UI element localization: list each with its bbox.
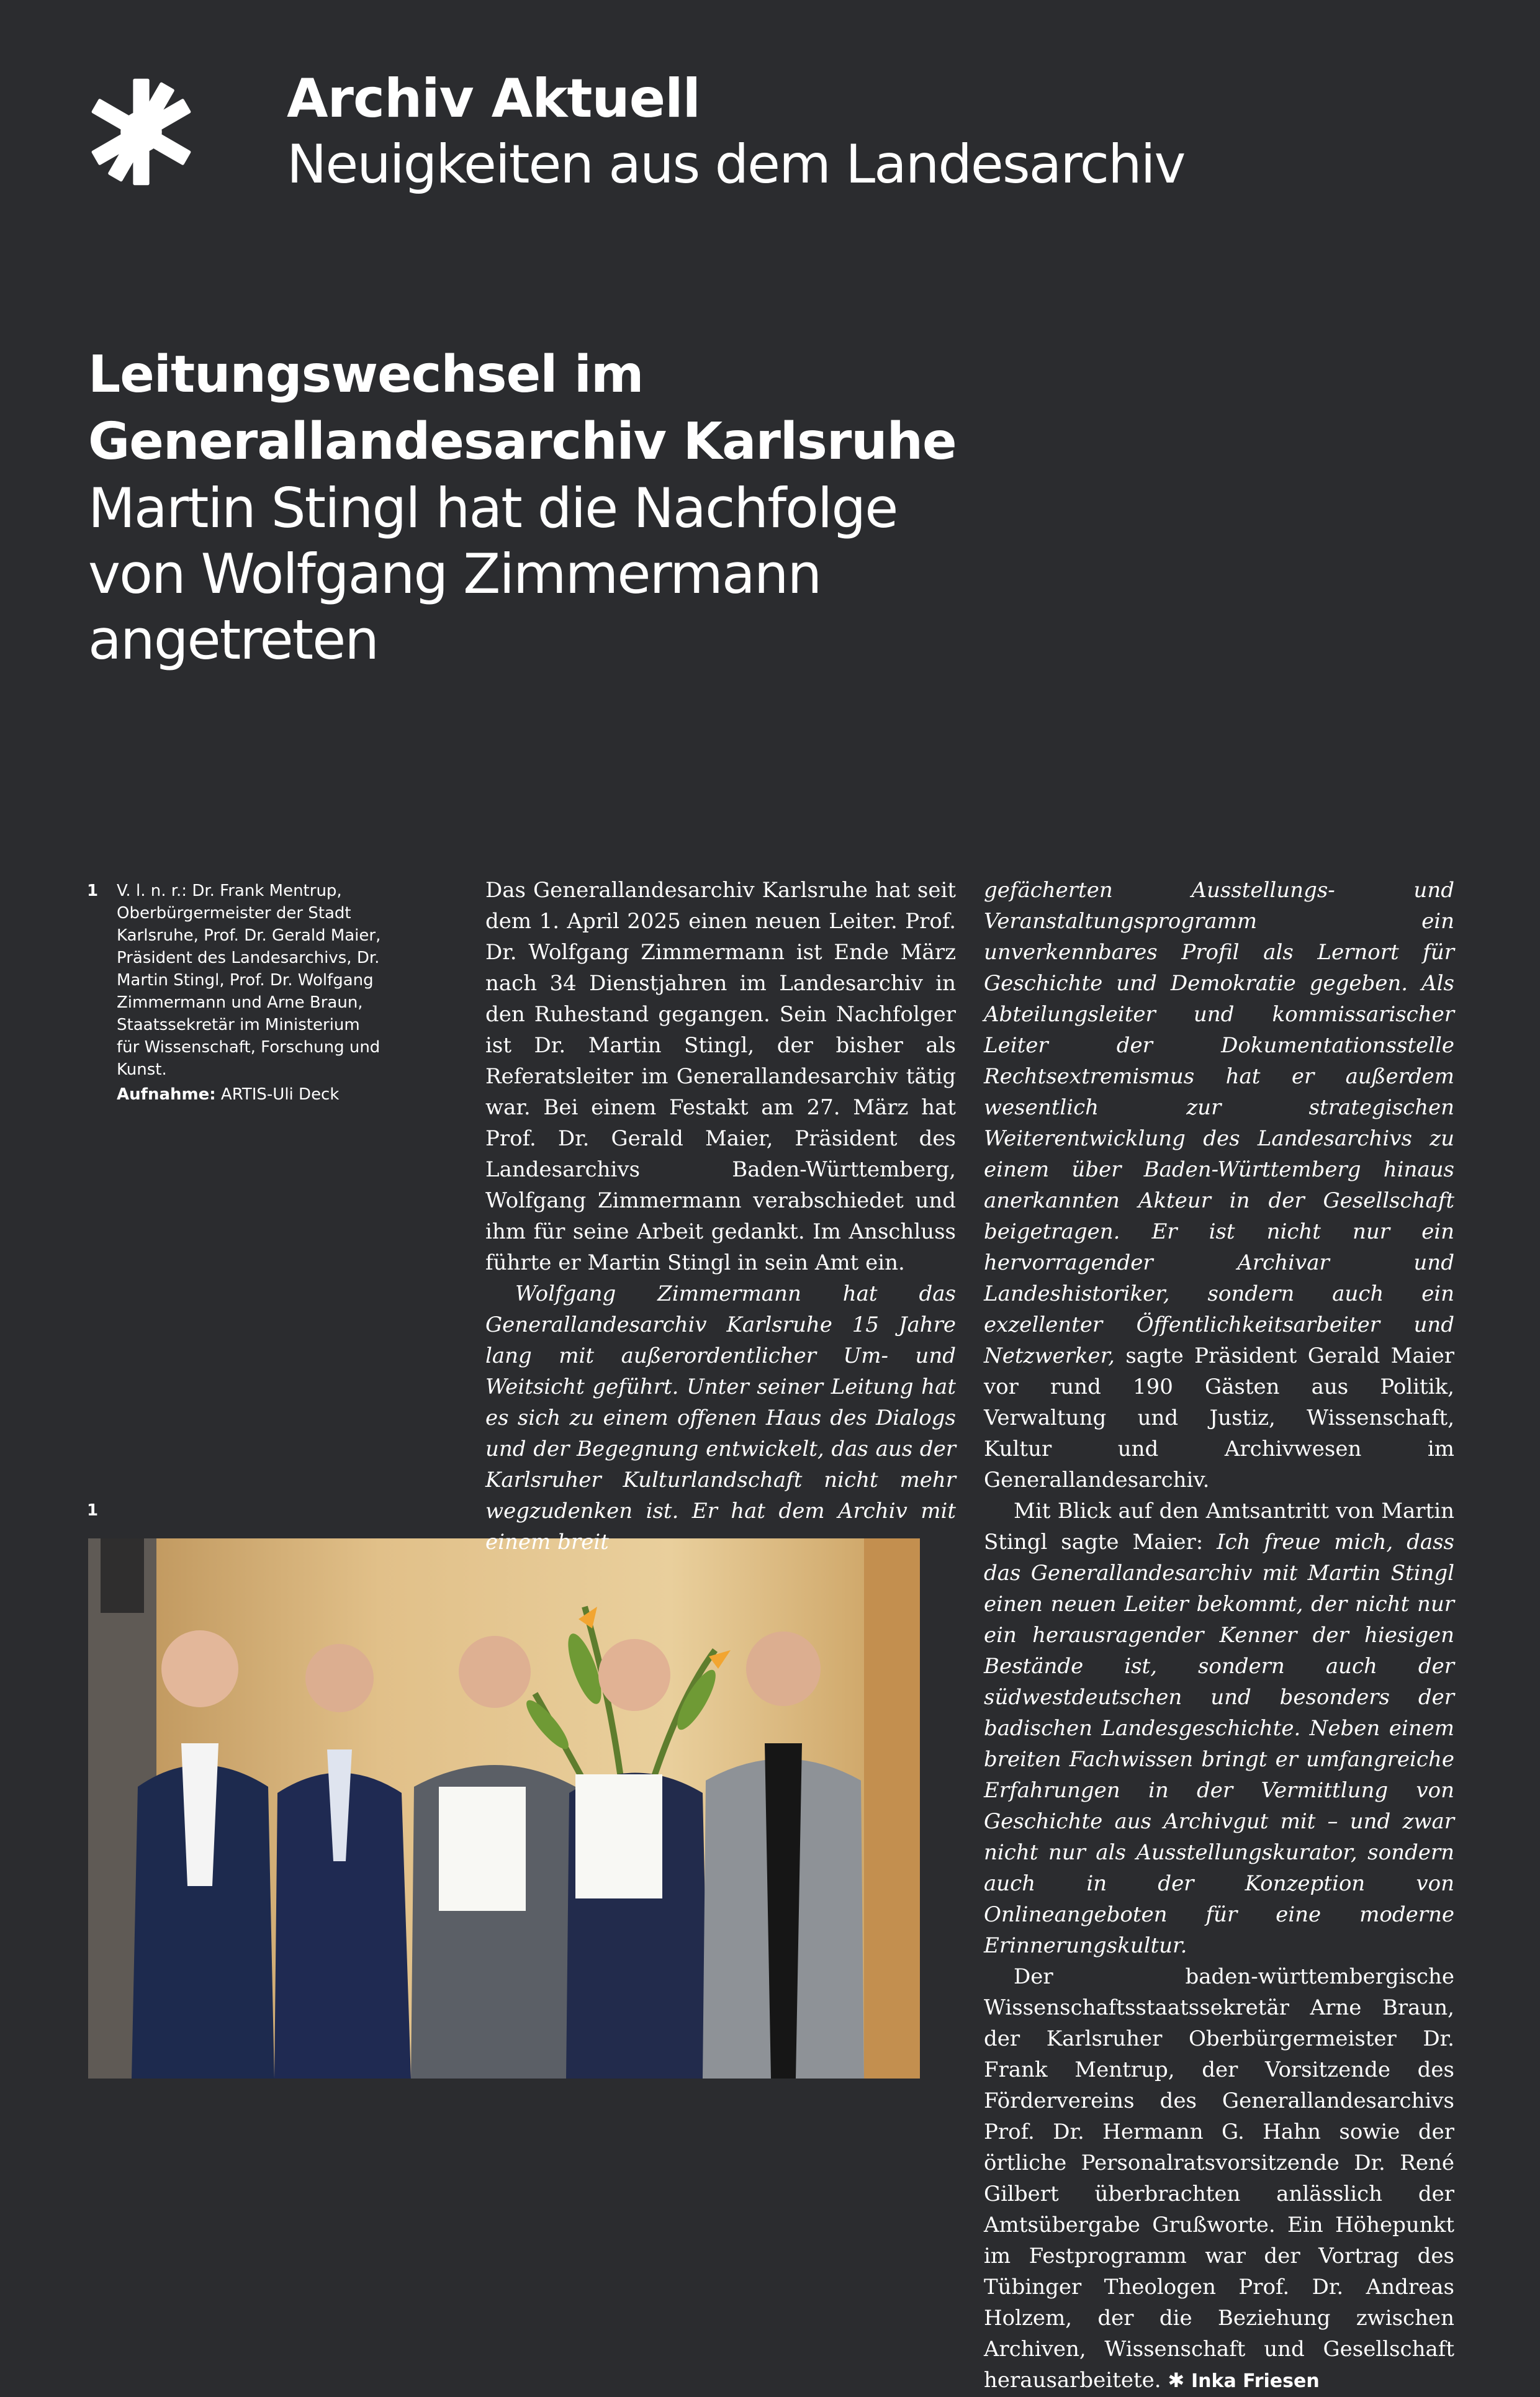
paragraph-text: Der baden-württembergische Wissenschaftsstaatssekretär Arne Braun, der Karlsruher Oberbürgermeister Dr. Frank Mentrup, der Vorsitzende des Fördervereins des Generallandesarchivs Prof. Dr. Hermann G. Hahn sowie der örtliche Personalratsvorsitzende Dr. René Gilbert überbrachten anlässlich der Amtsübergabe Grußworte. Ein Höhepunkt im Festprogramm war der Vortrag des Tübinger Theologen Prof. Dr. Andreas Holzem, der die Beziehung zwischen Archiven, Wissenschaft und Gesellschaft herausarbeitete. [984,1964,1454,2393]
headline-line: Generallandesarchiv Karlsruhe [88,412,957,471]
article-paragraph [984,1496,1454,1961]
author-name: Inka Friesen [1191,2370,1320,2392]
article-column-2 [984,875,1454,2397]
photo-number: 1 [87,1501,99,1520]
photo-caption [87,880,385,1106]
caption-text: V. l. n. r.: Dr. Frank Mentrup, Oberbürgermeister der Stadt Karlsruhe, Prof. Dr. Gerald Maier, Präsident des Landesarchivs, Dr. Martin Stingl, Prof. Dr. Wolfgang Zimmermann und Arne Braun, Staatssekretär im Ministerium für Wissenschaft, Forschung und Kunst. [117,882,381,1079]
photo-credit-value: ARTIS-Uli Deck [220,1085,340,1104]
magazine-section-subtitle: Neuigkeiten aus dem Landesarchiv [287,133,1185,196]
subheadline-line: Martin Stingl hat die Nachfolge [88,476,898,540]
photo-credit [117,1083,385,1106]
article-paragraph [485,1278,956,1558]
subheadline-line: angetreten [88,608,379,672]
paragraph-text: Mit Blick auf den Amtsantritt von Martin Stingl sagte Maier: [984,1499,1454,1555]
headline-line: Leitungswechsel im [88,345,644,404]
subheadline-line: von Wolfgang Zimmermann [88,542,821,606]
article-paragraph [984,875,1454,1496]
quote-text: Wolfgang Zimmermann hat das Generallandesarchiv Karlsruhe 15 Jahre lang mit außerordentlicher Um- und Weitsicht geführt. Unter seiner Leitung hat es sich zu einem offenen Haus des Dialogs und der Begegnung entwickelt, das aus der Karlsruher Kulturlandschaft nicht mehr wegzudenken ist. Er hat dem Archiv mit einem breit [485,1281,956,1555]
article-paragraph [984,1961,1454,2397]
magazine-section-title: Archiv Aktuell [287,68,701,130]
asterisk-logo-icon [87,78,196,186]
article-column-1 [485,875,956,1558]
article-paragraph: Das Generallandesarchiv Karlsruhe hat seit dem 1. April 2025 einen neuen Leiter. Prof. Dr. Wolfgang Zimmermann ist Ende März nach 34 Dienstjahren im Landesarchiv in den Ruhestand gegangen. Sein Nachfolger ist Dr. Martin Stingl, der bisher als Referatsleiter im Generallandesarchiv tätig war. Bei einem Festakt am 27. März hat Prof. Dr. Gerald Maier, Präsident des Landesarchivs Baden-Württemberg, Wolfgang Zimmermann verabschiedet und ihm für seine Arbeit gedankt. Im Anschluss führte er Martin Stingl in sein Amt ein. [485,878,956,1275]
article-headline [88,341,1106,673]
quote-text: Ich freue mich, dass das Generallandesarchiv mit Martin Stingl einen neuen Leiter bekommt, der nicht nur ein herausragender Kenner der hiesigen Bestände ist, sondern auch der südwestdeutschen und besonders der badischen Landesgeschichte. Neben einem breiten Fachwissen bringt er umfangreiche Erfahrungen in der Vermittlung von Geschichte aus Archivgut mit – und zwar nicht nur als Ausstellungskurator, sondern auch in der Konzeption von Onlineangeboten für eine moderne Erinnerungskultur. [984,1530,1454,1958]
group-photo [88,1538,920,2079]
caption-number: 1 [87,882,99,900]
paragraph-text: sagte Präsident Gerald Maier vor rund 190 Gästen aus Politik, Verwaltung und Justiz, Wissenschaft, Kultur und Archivwesen im Generallandesarchiv. [984,1343,1454,1492]
asterisk-icon: ✱ [1168,2368,1185,2392]
quote-text: gefächerten Ausstellungs- und Veranstaltungsprogramm ein unverkennbares Profil als Lernort für Geschichte und Demokratie gegeben. Als Abteilungsleiter und kommissarischer Leiter der Dokumentationsstelle Rechtsextremismus hat er außerdem wesentlich zur strategischen Weiterentwicklung des Landesarchivs zu einem über Baden-Württemberg hinaus anerkannten Akteur in der Gesellschaft beigetragen. Er ist nicht nur ein hervorragender Archivar und Landeshistoriker, sondern auch ein exzellenter Öffentlichkeitsarbeiter und Netzwerker, [984,878,1454,1368]
photo-credit-label: Aufnahme: [117,1085,216,1104]
